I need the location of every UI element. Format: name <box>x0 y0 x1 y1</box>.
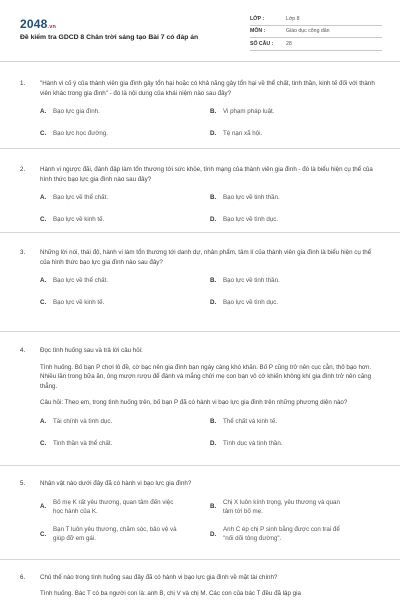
info-label: SỐ CÂU : <box>250 40 274 47</box>
options <box>40 193 380 224</box>
question-text: Những lời nói, thái độ, hành vi làm tổn thương tới danh dự, nhân phẩm, tâm lí của thành viên gia đình là biểu hiện cụ thể của hình thức bạo lực gia đình nào sau đây? <box>40 249 372 266</box>
option-c[interactable] <box>40 215 210 225</box>
info-value: Lớp 8 <box>286 15 300 22</box>
info-value: Giáo dục công dân <box>286 28 330 35</box>
option-letter: D. <box>210 439 217 447</box>
question-paragraph: Câu hỏi: Theo em, trong tình huống trên, bố bạn P đã có hành vi bạo lực gia đình trên những phương diện nào? <box>40 399 348 407</box>
question-4 <box>0 332 400 466</box>
question-list <box>0 62 400 600</box>
document-title: Đề kiểm tra GDCD 8 Chân trời sáng tạo Bài 7 có đáp án <box>20 34 199 41</box>
question-text: Nhân vật nào dưới đây đã có hành vi bạo lực gia đình? <box>40 480 192 487</box>
page-header <box>0 0 400 62</box>
option-a[interactable] <box>40 193 210 203</box>
option-letter: C. <box>40 215 47 223</box>
info-row-count <box>250 38 382 51</box>
question-5 <box>0 466 400 560</box>
option-text: Bạo lực về tình dục. <box>223 215 279 223</box>
option-letter: B. <box>210 108 217 116</box>
option-letter: C. <box>40 439 47 447</box>
option-letter: A. <box>40 418 47 426</box>
options <box>40 498 380 544</box>
option-letter: C. <box>40 129 47 137</box>
scenario-paragraph: Tình huống. Bố bạn P chơi lô đề, cờ bạc nên gia đình bạn ngày càng khó khăn. Bố P cũng trở nên cục cằn, thô bạo hơn. Nhiều lần trong bữa ăn, ông mượn rượu để đánh và mắng chửi mẹ con bạn vô cớ khiến không khí gia đình trở nên căng thẳng. <box>40 363 372 390</box>
option-b[interactable] <box>210 193 380 203</box>
question-number: 5. <box>20 480 26 487</box>
option-letter: D. <box>210 298 217 306</box>
question-3 <box>0 233 400 332</box>
info-label: LỚP : <box>250 15 265 22</box>
option-text: Bạo lực về thể chất. <box>53 194 109 202</box>
option-text: Bạo lực về tình dục. <box>223 298 279 306</box>
question-number: 1. <box>20 80 26 87</box>
option-letter: D. <box>210 129 217 137</box>
option-text: Bạn T luôn yêu thương, chăm sóc, bảo vệ và giúp đỡ em gái. <box>53 525 177 543</box>
question-2 <box>0 149 400 233</box>
option-letter: C. <box>40 298 47 306</box>
option-letter: A. <box>40 194 47 202</box>
question-6 <box>0 560 400 600</box>
info-table <box>250 13 382 51</box>
question-number: 3. <box>20 249 26 256</box>
option-letter: C. <box>40 530 47 538</box>
option-letter: A. <box>40 108 47 116</box>
question-1 <box>0 62 400 149</box>
option-d[interactable] <box>210 129 380 139</box>
option-letter: A. <box>40 503 47 511</box>
option-text: Thể chất và kinh tế. <box>223 418 277 426</box>
site-logo[interactable] <box>20 15 56 34</box>
option-text: Anh C ép chị P sinh bằng được con trai để "nối dõi tông đường". <box>223 525 340 543</box>
info-label: MÔN : <box>250 28 266 35</box>
option-d[interactable] <box>210 298 380 308</box>
option-text: Bạo lực về kinh tế. <box>53 298 105 306</box>
option-b[interactable] <box>210 417 380 427</box>
option-text: Tài chính và tình dục. <box>53 418 113 426</box>
option-text: Bạo lực gia đình. <box>53 108 100 116</box>
option-text: Bố mẹ K rất yêu thương, quan tâm đến việc học hành của K. <box>53 498 174 516</box>
question-text: Hành vi ngược đãi, đánh đập làm tổn thương tới sức khỏe, tính mạng của thành viên gia đình - đó là biểu hiện cụ thể của hình thức bạo lực gia đình nào sau đây? <box>40 166 373 183</box>
option-d[interactable] <box>210 525 380 544</box>
scenario-paragraph: Tình huống. Bác T có ba người con là: anh B, chị V và chị M. Các con của bác T đều đã lập gia <box>40 589 301 597</box>
option-text: Bạo lực về kinh tế. <box>53 215 105 223</box>
option-c[interactable] <box>40 439 210 449</box>
option-text: Bạo lực học đường. <box>53 129 108 137</box>
option-a[interactable] <box>40 107 210 117</box>
option-text: Vi phạm pháp luật. <box>223 108 275 116</box>
logo-suffix: .vn <box>47 24 57 30</box>
option-text: Bạo lực về thể chất. <box>53 277 109 285</box>
options <box>40 276 380 307</box>
option-text: Chị X luôn kính trọng, yêu thương và quan tâm tới bố mẹ. <box>223 498 340 516</box>
option-d[interactable] <box>210 439 380 449</box>
option-letter: B. <box>210 277 217 285</box>
options <box>40 107 380 138</box>
option-letter: D. <box>210 215 217 223</box>
question-number: 2. <box>20 166 26 173</box>
option-letter: A. <box>40 277 47 285</box>
option-c[interactable] <box>40 298 210 308</box>
option-c[interactable] <box>40 129 210 139</box>
options <box>40 417 380 448</box>
question-text: "Hành vi cố ý của thành viên gia đình gây tổn hại hoặc có khả năng gây tổn hại về thể chất, tinh thần, kinh tế đối với thành viên khác trong gia đình" - đó là nội dung của khái niệm nào sau đây? <box>40 80 375 97</box>
option-b[interactable] <box>210 498 380 517</box>
question-text: Chủ thể nào trong tình huống sau đây đã có hành vi bạo lực gia đình về mặt tài chính? <box>40 574 278 581</box>
option-letter: B. <box>210 418 217 426</box>
logo-text: 2048 <box>20 17 48 31</box>
option-letter: B. <box>210 194 217 202</box>
question-number: 6. <box>20 574 26 581</box>
option-a[interactable] <box>40 417 210 427</box>
option-text: Tinh thần và thể chất. <box>53 439 113 447</box>
option-b[interactable] <box>210 276 380 286</box>
option-c[interactable] <box>40 525 210 544</box>
question-number: 4. <box>20 347 26 354</box>
info-value: 28 <box>286 40 292 47</box>
option-a[interactable] <box>40 498 210 517</box>
option-text: Bạo lực về tinh thần. <box>223 194 280 202</box>
option-text: Bạo lực về tinh thần. <box>223 277 280 285</box>
option-text: Tình dục và tinh thần. <box>223 439 283 447</box>
option-b[interactable] <box>210 107 380 117</box>
option-text: Tệ nạn xã hội. <box>223 129 263 137</box>
option-d[interactable] <box>210 215 380 225</box>
info-row-subject <box>250 26 382 39</box>
option-letter: B. <box>210 503 217 511</box>
option-a[interactable] <box>40 276 210 286</box>
question-text: Đọc tình huống sau và trả lời câu hỏi: <box>40 347 143 354</box>
option-letter: D. <box>210 530 217 538</box>
info-row-class <box>250 13 382 26</box>
